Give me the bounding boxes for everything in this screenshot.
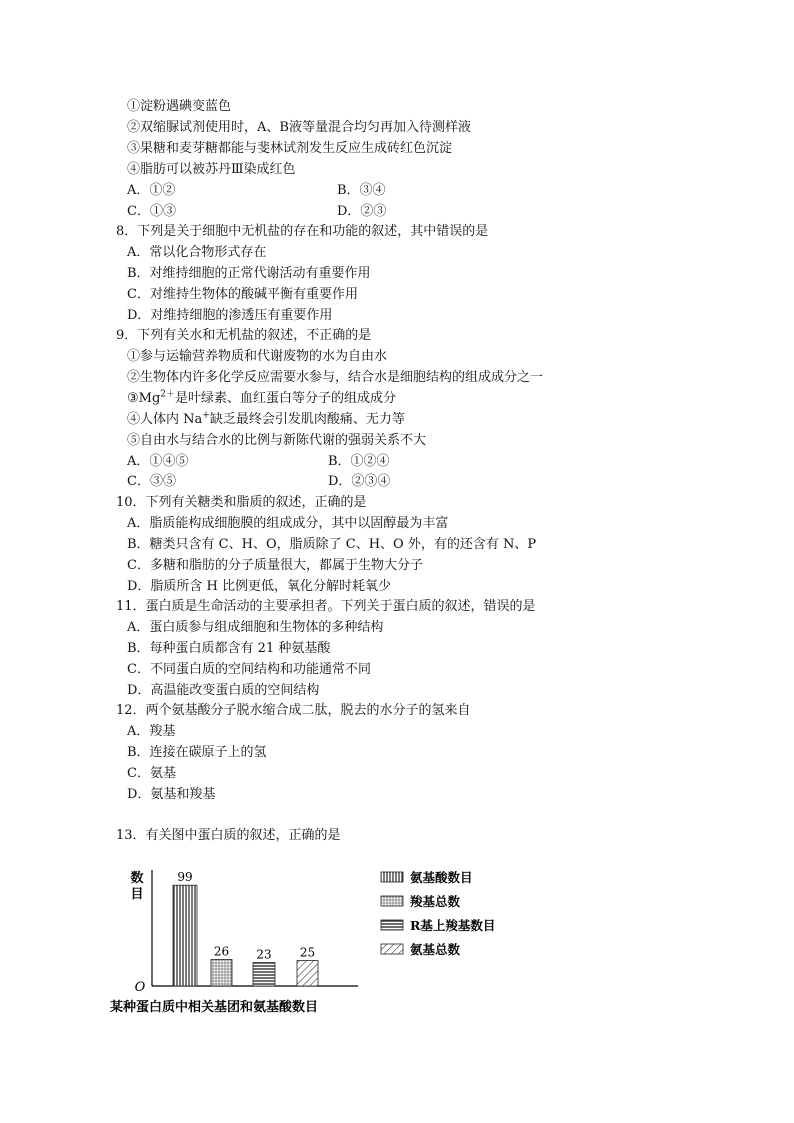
y-axis-label: 目 [130,887,144,902]
legend-label-3: R基上羧基数目 [410,918,496,933]
q12-stem: 12．两个氨基酸分子脱水缩合成二肽，脱去的水分子的氢来自 [116,703,471,718]
q12-option-a: A．羧基 [127,724,176,739]
q11-option-b: B．每种蛋白质都含有 21 种氨基酸 [127,641,331,656]
q10-stem: 10．下列有关糖类和脂质的叙述，正确的是 [116,495,367,510]
q7-option-d: D．②③ [337,204,387,219]
q10-option-d: D．脂质所含 H 比例更低，氧化分解时耗氧少 [127,579,392,594]
q9-option-c: C．③⑤ [127,474,176,489]
legend-label-4: 氨基总数 [410,942,461,957]
bar-3 [253,963,275,986]
q7-item-4: ④脂肪可以被苏丹Ⅲ染成红色 [127,162,296,177]
origin-label: O [134,980,146,995]
bar-1 [173,885,197,986]
bar-4 [297,961,318,986]
q13-stem: 13．有关图中蛋白质的叙述，正确的是 [116,828,341,843]
legend-swatch-2 [381,896,403,906]
q9-item-3: $③Mg^{2+}$是叶绿素、血红蛋白等分子的组成成分 [127,389,397,406]
q9-item-2: ②生物体内许多化学反应需要水参与，结合水是细胞结构的组成成分之一 [127,370,544,385]
legend-swatch-4 [381,944,403,954]
q11-option-c: C．不同蛋白质的空间结构和功能通常不同 [127,662,371,677]
q10-option-b: B．糖类只含有 C、H、O，脂质除了 C、H、O 外，有的还含有 N、P [127,537,537,552]
bar-chart [110,860,540,1020]
q9-option-d: D．②③④ [328,474,391,489]
q8-option-d: D．对维持细胞的渗透压有重要作用 [127,308,333,323]
data-label-4: 25 [299,945,316,960]
legend-label-2: 羧基总数 [410,894,461,909]
bar-2 [211,960,232,986]
data-label-3: 23 [256,947,272,962]
q9-stem: 9．下列有关水和无机盐的叙述，不正确的是 [116,328,372,343]
q11-stem: 11．蛋白质是生命活动的主要承担者。下列关于蛋白质的叙述，错误的是 [116,599,536,614]
q9-option-b: B．①②④ [328,454,390,469]
q12-option-c: C．氨基 [127,766,176,781]
q9-item-4: ④人体内 Na+缺乏最终会引发肌肉酸痛、无力等 [127,410,405,427]
q12-option-d: D．氨基和羧基 [127,787,216,802]
q7-option-a: A．①② [127,183,176,198]
legend-swatch-3 [381,920,403,930]
q9-item-5: ⑤自由水与结合水的比例与新陈代谢的强弱关系不大 [127,433,427,448]
q10-option-a: A．脂质能构成细胞膜的组成成分，其中以固醇最为丰富 [127,516,449,531]
y-axis-label: 数 [130,871,144,886]
q8-option-a: A．常以化合物形式存在 [127,245,267,260]
q9-item-1: ①参与运输营养物质和代谢废物的水为自由水 [127,349,388,364]
q7-item-3: ③果糖和麦芽糖都能与斐林试剂发生反应生成砖红色沉淀 [127,141,453,156]
q8-option-c: C．对维持生物体的酸碱平衡有重要作用 [127,287,358,302]
q10-option-c: C．多糖和脂肪的分子质量很大，都属于生物大分子 [127,558,423,573]
q7-item-2: ②双缩脲试剂使用时，A、B液等量混合均匀再加入待测样液 [127,120,471,135]
legend-swatch-1 [381,872,403,882]
data-label-1: 99 [177,870,193,885]
q11-option-a: A．蛋白质参与组成细胞和生物体的多种结构 [127,620,384,635]
q8-option-b: B．对维持细胞的正常代谢活动有重要作用 [127,266,371,281]
q7-option-c: C．①③ [127,204,176,219]
legend-label-1: 氨基酸数目 [410,870,473,885]
chart-title: 某种蛋白质中相关基团和氨基酸数目 [110,1000,319,1015]
data-label-2: 26 [213,944,230,959]
q7-item-1: ①淀粉遇碘变蓝色 [127,99,232,114]
q9-option-a: A．①④⑤ [127,454,189,469]
q12-option-b: B．连接在碳原子上的氢 [127,745,267,760]
q8-stem: 8．下列是关于细胞中无机盐的存在和功能的叙述，其中错误的是 [116,224,489,239]
q11-option-d: D．高温能改变蛋白质的空间结构 [127,683,320,698]
q7-option-b: B．③④ [337,183,386,198]
